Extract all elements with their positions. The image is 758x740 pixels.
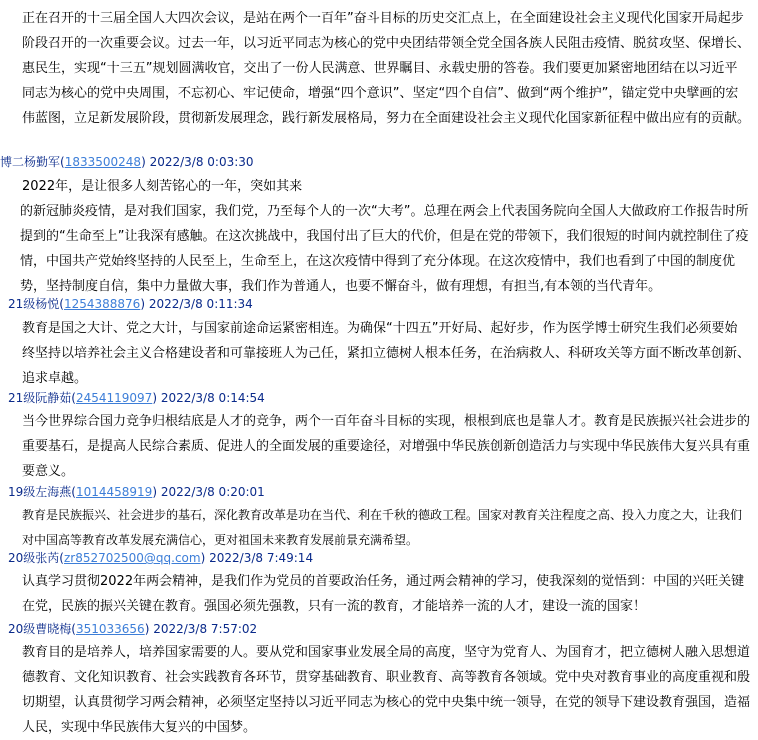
sender-id-link[interactable]: 1833500248 — [64, 155, 142, 169]
sender-name: 19级左海燕 — [8, 485, 72, 499]
message-paragraph: 正在召开的十三届全国人大四次会议，是站在两个一百年”奋斗目标的历史交汇点上，在全面建设社会主义现代化国家开局起步阶段召开的一次重要会议。过去一年，以习近平同志为核心的党中央团结带领全党全国各族人民阻击疫情、脱贫攻坚、保增长、惠民生，实现“十三五”规划圆满收官，交出了一份人民满意、世界瞩目、永载史册的答卷。我们要更加紧密地团结在以习近平同志为核心的党中央周围，不忘初心、牢记使命，增强“四个意识”、坚定“四个自信”、做到“两个维护”，锚定党中央擘画的宏伟蓝图，立足新发展阶段，贯彻新发展理念，践行新发展格局，努力在全面建设社会主义现代化国家新征程中做出应有的贡献。 — [22, 11, 751, 126]
message-header: 21级杨悦(1254388876) 2022/3/8 0:11:34 — [8, 297, 253, 311]
timestamp: 2022/3/8 7:57:02 — [153, 622, 258, 636]
sender-name: 21级阮静茹 — [8, 391, 72, 405]
sender-name: 20级张芮 — [8, 551, 60, 565]
sender-id-link[interactable]: 351033656 — [75, 622, 145, 636]
sender-id-link[interactable]: 1254388876 — [63, 297, 141, 311]
sender-id-link[interactable]: zr852702500@qq.com — [63, 551, 201, 565]
message-body — [22, 6, 750, 150]
message-paragraph: 教育是民族振兴、社会进步的基石，深化教育改革是功在当代、利在千秋的德政工程。国家对教育关注程度之高、投入力度之大，让我们对中国高等教育改革发展充满信心，更对祖国未来教育发展前景充满希望。 — [22, 508, 743, 547]
sender-name: 博二杨勤军 — [0, 155, 61, 169]
sender-id-link[interactable]: 1014458919 — [75, 485, 153, 499]
timestamp: 2022/3/8 0:14:54 — [160, 391, 265, 405]
sender-name: 20级曹晓梅 — [8, 622, 72, 636]
message-paragraph: 认真学习贯彻2022年两会精神，是我们作为党员的首要政治任务，通过两会精神的学习，使我深刻的觉悟到：中国的兴旺关键在党，民族的振兴关键在教育。强国必须先强教，只有一流的教育，才能培养一流的人才，建设一流的国家！ — [22, 574, 745, 614]
message-header: 博二杨勤军(1833500248) 2022/3/8 0:03:30 — [0, 155, 254, 169]
timestamp: 2022/3/8 0:20:01 — [160, 485, 265, 499]
message-body — [22, 316, 750, 391]
timestamp: 2022/3/8 7:49:14 — [209, 551, 314, 565]
message-body — [22, 174, 750, 294]
message-body — [22, 569, 750, 619]
message-header: 20级张芮(zr852702500@qq.com) 2022/3/8 7:49:14 — [8, 551, 314, 565]
message-body — [22, 640, 751, 735]
message-header: 19级左海燕(1014458919) 2022/3/8 0:20:01 — [8, 485, 265, 499]
message-paragraph: 教育是国之大计、党之大计，与国家前途命运紧密相连。为确保“十四五”开好局、起好步，作为医学博士研究生我们必须要始终坚持以培养社会主义合格建设者和可靠接班人为己任，紧扣立德树人根本任务，在治病救人、科研攻关等方面不断改革创新、追求卓越。 — [22, 321, 751, 386]
message-paragraph: 2022年，是让很多人刻苦铭心的一年，突如其来 — [22, 179, 303, 194]
message-header: 20级曹晓梅(351033656) 2022/3/8 7:57:02 — [8, 622, 258, 636]
message-paragraph: 教育目的是培养人，培养国家需要的人。要从党和国家事业发展全局的高度，坚守为党育人、为国育才，把立德树人融入思想道德教育、文化知识教育、社会实践教育各环节，贯穿基础教育、职业教育、高等教育各领域。党中央对教育事业的高度重视和殷切期望，认真贯彻学习两会精神，必须坚定坚持以习近平同志为核心的党中央集中统一领导，在党的领导下建设教育强国，造福人民，实现中华民族伟大复兴的中国梦。 — [22, 645, 751, 735]
timestamp: 2022/3/8 0:03:30 — [149, 155, 254, 169]
message-body — [22, 409, 750, 484]
sender-id-link[interactable]: 2454119097 — [75, 391, 153, 405]
timestamp: 2022/3/8 0:11:34 — [148, 297, 253, 311]
sender-name: 21级杨悦 — [8, 297, 60, 311]
message-body — [22, 503, 750, 553]
message-paragraph: 当今世界综合国力竞争归根结底是人才的竞争，两个一百年奋斗目标的实现，根根到底也是靠人才。教育是民族振兴社会进步的重要基石，是提高人民综合素质、促进人的全面发展的重要途径，对增强中华民族创新创造活力与实现中华民族伟大复兴具有重要意义。 — [22, 414, 751, 479]
message-header: 21级阮静茹(2454119097) 2022/3/8 0:14:54 — [8, 391, 265, 405]
message-paragraph: 的新冠肺炎疫情，是对我们国家，我们党，乃至每个人的一次“大考”。总理在两会上代表国务院向全国人大做政府工作报告时所提到的“生命至上”让我深有感触。在这次挑战中，我国付出了巨大的代价，但是在党的带领下，我们很短的时间内就控制住了疫情，中国共产党始终坚持的人民至上，生命至上，在这次疫情中得到了充分体现。在这次疫情中，我们也看到了中国的制度优势，坚持制度自信，集中力量做大事，我们作为普通人，也要不懈奋斗，做有理想，有担当,有本领的当代青年。 — [20, 204, 749, 294]
